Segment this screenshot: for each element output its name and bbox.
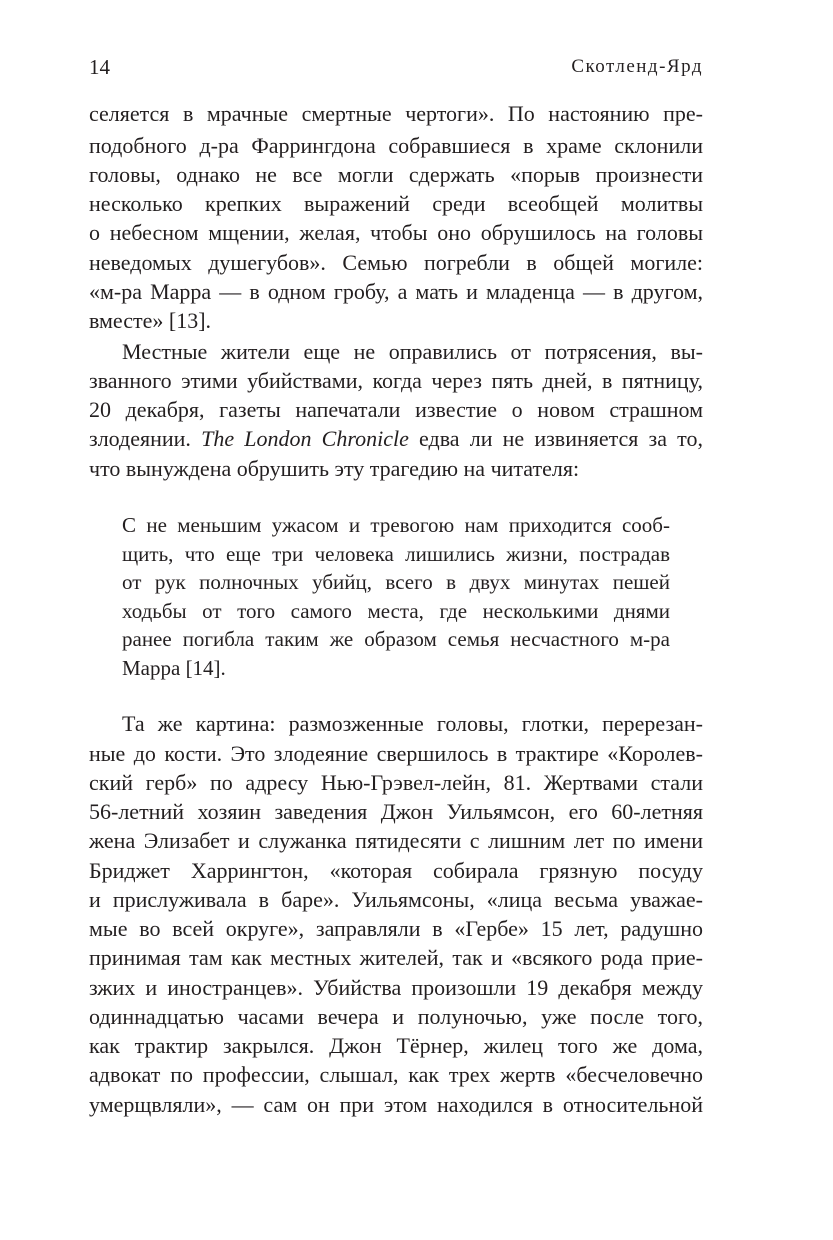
text-line: головы, однако не все могли сдержать «порыв произнести (89, 162, 703, 187)
running-title: Скотленд-Ярд (571, 56, 703, 77)
text-line: званного этими убийствами, когда через пять дней, в пятницу, (89, 368, 703, 393)
text-line: и прислуживала в баре». Уильямсоны, «лица весьма уважае- (89, 887, 703, 912)
quote-line: ходьбы от того самого места, где несколькими днями (122, 599, 670, 623)
text-line: адвокат по профессии, слышал, как трех жертв «бесчеловечно (89, 1062, 703, 1087)
text-line (89, 424, 703, 454)
text-line: одиннадцатью часами вечера и полуночью, уже после того, (89, 1004, 703, 1029)
text-line: вместе» [13]. (89, 308, 212, 333)
text-line: как трактир закрылся. Джон Тёрнер, жилец того же дома, (89, 1033, 703, 1058)
text-run: едва ли не извиняется за то, (408, 426, 703, 451)
text-line: умерщвляли», — сам он при этом находился в относительной (89, 1092, 703, 1117)
text-line: Та же картина: размозженные головы, глотки, перерезан- (122, 711, 703, 736)
text-line: Бриджет Харрингтон, «которая собирала грязную посуду (89, 858, 703, 883)
text-line: что вынуждена обрушить эту трагедию на читателя: (89, 456, 580, 481)
text-line: жена Элизабет и служанка пятидесяти с лишним лет по имени (89, 828, 703, 853)
text-line: мые во всей округе», заправляли в «Гербе» 15 лет, радушно (89, 916, 703, 941)
text-line: 56-летний хозяин заведения Джон Уильямсон, его 60-летняя (89, 799, 703, 824)
text-line: неведомых душегубов». Семью погребли в общей могиле: (89, 250, 703, 275)
text-line: о небесном мщении, желая, чтобы оно обрушилось на головы (89, 220, 703, 245)
quote-line: от рук полночных убийц, всего в двух минутах пешей (122, 570, 670, 594)
text-line: принимая там как местных жителей, так и «всякого рода прие- (89, 945, 703, 970)
text-line: зжих и иностранцев». Убийства произошли 19 декабря между (89, 975, 703, 1000)
text-line: ский герб» по адресу Нью-Грэвел-лейн, 81. Жертвами стали (89, 770, 703, 795)
page-number: 14 (89, 55, 110, 79)
quote-line: щить, что еще три человека лишились жизни, пострадав (122, 542, 670, 566)
text-run: злодеянии. (89, 426, 202, 451)
quote-line: ранее погибла таким же образом семья несчастного м-ра (122, 627, 670, 651)
quote-line: С не меньшим ужасом и тревогою нам приходится сооб- (122, 513, 670, 537)
text-line: 20 декабря, газеты напечатали известие о новом страшном (89, 397, 703, 422)
text-line: несколько крепких выражений среди всеобщей молитвы (89, 191, 703, 216)
text-line: ные до кости. Это злодеяние свершилось в трактире «Королев- (89, 741, 703, 766)
text-line: Местные жители еще не оправились от потрясения, вы- (122, 339, 703, 364)
text-line: «м-ра Марра — в одном гробу, а мать и младенца — в другом, (89, 279, 703, 304)
quote-line: Марра [14]. (122, 656, 226, 680)
newspaper-title: The London Chronicle (201, 426, 409, 451)
text-line: подобного д-ра Фаррингдона собравшиеся в храме склонили (89, 133, 703, 158)
text-line: селяется в мрачные смертные чертоги». По настоянию пре- (89, 101, 703, 126)
running-head (89, 52, 703, 82)
